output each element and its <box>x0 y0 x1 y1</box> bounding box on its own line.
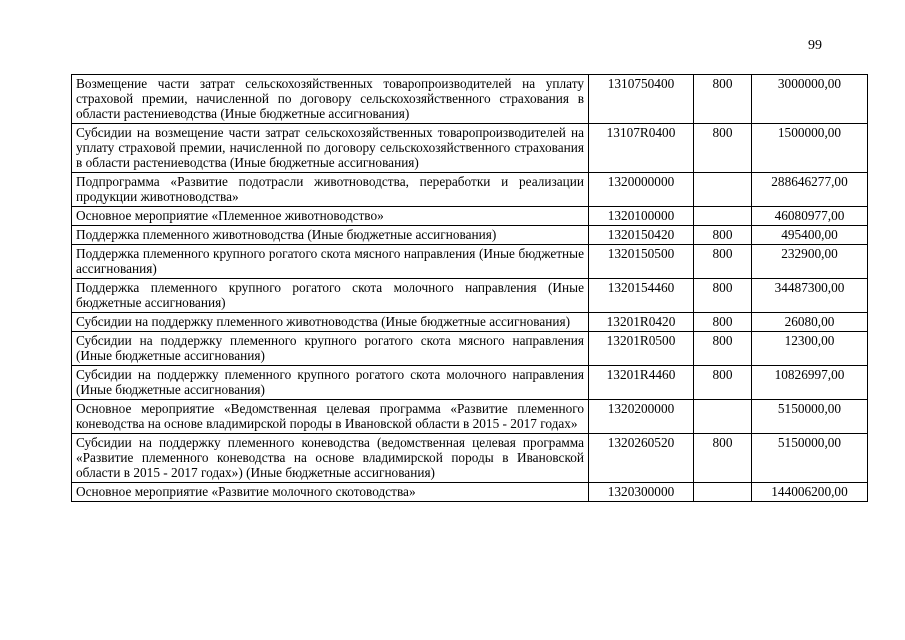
target-code-cell: 13107R0400 <box>589 124 694 173</box>
expense-name-cell: Поддержка племенного крупного рогатого скота мясного направления (Иные бюджетные ассигнования) <box>72 245 589 279</box>
budget-table-body <box>72 75 868 502</box>
expense-type-cell <box>694 483 752 502</box>
expense-name-cell: Субсидии на возмещение части затрат сельскохозяйственных товаропроизводителей на уплату страховой премии, начисленной по договору сельскохозяйственного страхования в области растениеводства (Иные бюджетные ассигнования) <box>72 124 589 173</box>
table-row <box>72 332 868 366</box>
amount-cell: 232900,00 <box>752 245 868 279</box>
amount-cell: 3000000,00 <box>752 75 868 124</box>
expense-type-cell: 800 <box>694 313 752 332</box>
table-row <box>72 245 868 279</box>
amount-cell: 1500000,00 <box>752 124 868 173</box>
amount-cell: 5150000,00 <box>752 434 868 483</box>
table-row <box>72 124 868 173</box>
table-row <box>72 226 868 245</box>
expense-name-cell: Подпрограмма «Развитие подотрасли животноводства, переработки и реализации продукции животноводства» <box>72 173 589 207</box>
expense-name-cell: Поддержка племенного животноводства (Иные бюджетные ассигнования) <box>72 226 589 245</box>
expense-name-cell: Основное мероприятие «Развитие молочного скотоводства» <box>72 483 589 502</box>
amount-cell: 12300,00 <box>752 332 868 366</box>
table-row <box>72 434 868 483</box>
expense-type-cell: 800 <box>694 124 752 173</box>
expense-type-cell: 800 <box>694 279 752 313</box>
expense-name-cell: Основное мероприятие «Ведомственная целевая программа «Развитие племенного коневодства на основе владимирской породы в Ивановской области в 2015 - 2017 годах» <box>72 400 589 434</box>
expense-name-cell: Субсидии на поддержку племенного коневодства (ведомственная целевая программа «Развитие племенного коневодства на основе владимирской породы в Ивановской области в 2015 - 2017 годах») (Иные бюджетные ассигнования) <box>72 434 589 483</box>
target-code-cell: 1320200000 <box>589 400 694 434</box>
expense-type-cell: 800 <box>694 226 752 245</box>
table-row <box>72 173 868 207</box>
amount-cell: 26080,00 <box>752 313 868 332</box>
expense-type-cell <box>694 173 752 207</box>
expense-type-cell: 800 <box>694 366 752 400</box>
table-row <box>72 483 868 502</box>
target-code-cell: 1320260520 <box>589 434 694 483</box>
table-row <box>72 279 868 313</box>
target-code-cell: 13201R0500 <box>589 332 694 366</box>
target-code-cell: 1320300000 <box>589 483 694 502</box>
expense-type-cell: 800 <box>694 75 752 124</box>
target-code-cell: 1320150500 <box>589 245 694 279</box>
expense-name-cell: Субсидии на поддержку племенного крупного рогатого скота мясного направления (Иные бюджетные ассигнования) <box>72 332 589 366</box>
expense-name-cell: Субсидии на поддержку племенного животноводства (Иные бюджетные ассигнования) <box>72 313 589 332</box>
expense-name-cell: Поддержка племенного крупного рогатого скота молочного направления (Иные бюджетные ассигнования) <box>72 279 589 313</box>
target-code-cell: 13201R4460 <box>589 366 694 400</box>
expense-type-cell <box>694 207 752 226</box>
expense-name-cell: Основное мероприятие «Племенное животноводство» <box>72 207 589 226</box>
expense-type-cell <box>694 400 752 434</box>
expense-type-cell: 800 <box>694 245 752 279</box>
target-code-cell: 1320000000 <box>589 173 694 207</box>
amount-cell: 46080977,00 <box>752 207 868 226</box>
amount-cell: 288646277,00 <box>752 173 868 207</box>
expense-type-cell: 800 <box>694 434 752 483</box>
amount-cell: 495400,00 <box>752 226 868 245</box>
amount-cell: 144006200,00 <box>752 483 868 502</box>
expense-name-cell: Возмещение части затрат сельскохозяйственных товаропроизводителей на уплату страховой премии, начисленной по договору сельскохозяйственного страхования в области растениеводства (Иные бюджетные ассигнования) <box>72 75 589 124</box>
table-row <box>72 400 868 434</box>
table-row <box>72 366 868 400</box>
target-code-cell: 1310750400 <box>589 75 694 124</box>
target-code-cell: 13201R0420 <box>589 313 694 332</box>
expense-type-cell: 800 <box>694 332 752 366</box>
amount-cell: 5150000,00 <box>752 400 868 434</box>
target-code-cell: 1320100000 <box>589 207 694 226</box>
table-row <box>72 207 868 226</box>
amount-cell: 34487300,00 <box>752 279 868 313</box>
budget-table <box>71 74 868 502</box>
amount-cell: 10826997,00 <box>752 366 868 400</box>
target-code-cell: 1320150420 <box>589 226 694 245</box>
page-number: 99 <box>808 38 822 53</box>
target-code-cell: 1320154460 <box>589 279 694 313</box>
expense-name-cell: Субсидии на поддержку племенного крупного рогатого скота молочного направления (Иные бюджетные ассигнования) <box>72 366 589 400</box>
table-row <box>72 313 868 332</box>
table-row <box>72 75 868 124</box>
